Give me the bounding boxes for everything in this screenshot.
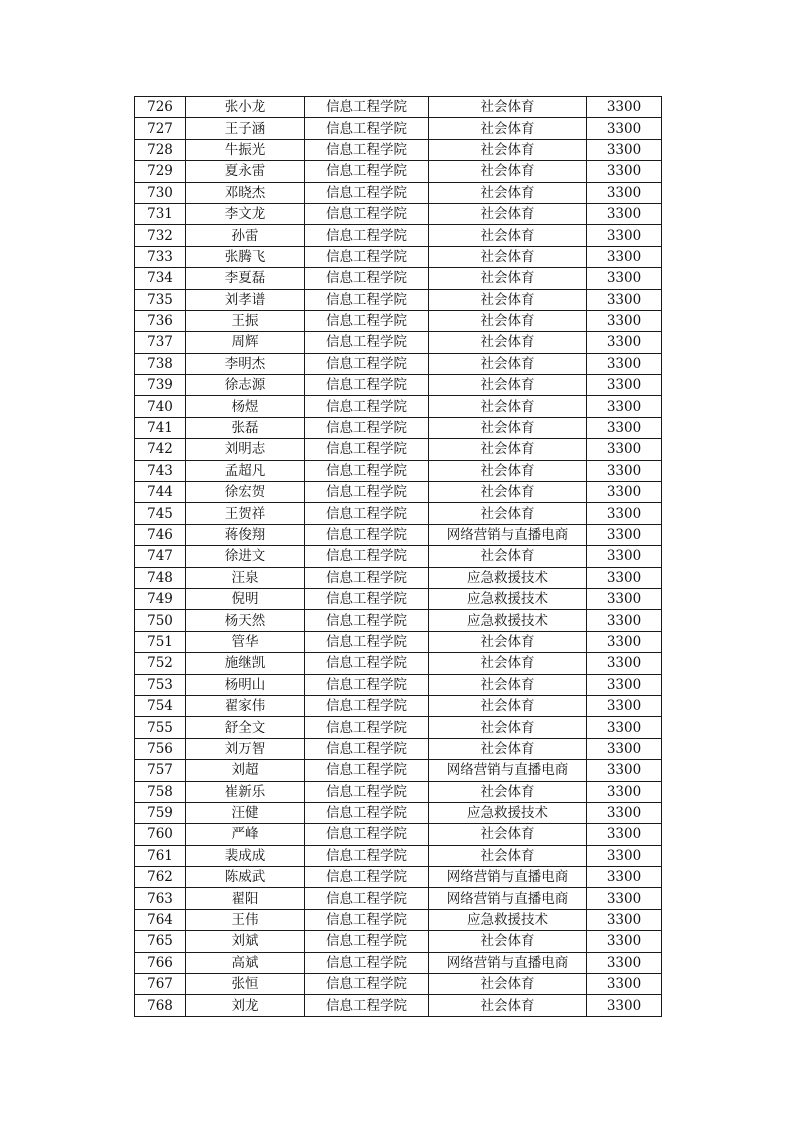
- college-cell: 信息工程学院: [305, 524, 429, 545]
- row-number-cell: 743: [135, 460, 186, 481]
- college-cell: 信息工程学院: [305, 97, 429, 118]
- amount-cell: 3300: [587, 375, 662, 396]
- college-cell: 信息工程学院: [305, 653, 429, 674]
- amount-cell: 3300: [587, 268, 662, 289]
- table-row: [135, 332, 662, 353]
- major-cell: 应急救援技术: [429, 909, 587, 930]
- student-name-cell: 翟家伟: [186, 695, 305, 716]
- major-cell: 社会体育: [429, 396, 587, 417]
- table-row: [135, 567, 662, 588]
- college-cell: 信息工程学院: [305, 631, 429, 652]
- table-row: [135, 674, 662, 695]
- major-cell: 社会体育: [429, 439, 587, 460]
- row-number-cell: 755: [135, 717, 186, 738]
- amount-cell: 3300: [587, 353, 662, 374]
- student-name-cell: 李文龙: [186, 203, 305, 224]
- table-row: [135, 225, 662, 246]
- student-name-cell: 徐志源: [186, 375, 305, 396]
- major-cell: 社会体育: [429, 289, 587, 310]
- college-cell: 信息工程学院: [305, 974, 429, 995]
- college-cell: 信息工程学院: [305, 503, 429, 524]
- table-row: [135, 717, 662, 738]
- table-row: [135, 610, 662, 631]
- college-cell: 信息工程学院: [305, 802, 429, 823]
- amount-cell: 3300: [587, 588, 662, 609]
- amount-cell: 3300: [587, 695, 662, 716]
- amount-cell: 3300: [587, 546, 662, 567]
- student-name-cell: 李明杰: [186, 353, 305, 374]
- college-cell: 信息工程学院: [305, 203, 429, 224]
- table-row: [135, 995, 662, 1016]
- table-row: [135, 695, 662, 716]
- college-cell: 信息工程学院: [305, 268, 429, 289]
- row-number-cell: 756: [135, 738, 186, 759]
- student-name-cell: 翟阳: [186, 888, 305, 909]
- major-cell: 社会体育: [429, 246, 587, 267]
- table-row: [135, 268, 662, 289]
- row-number-cell: 763: [135, 888, 186, 909]
- major-cell: 社会体育: [429, 375, 587, 396]
- table-row: [135, 289, 662, 310]
- row-number-cell: 742: [135, 439, 186, 460]
- amount-cell: 3300: [587, 845, 662, 866]
- table-row: [135, 781, 662, 802]
- amount-cell: 3300: [587, 161, 662, 182]
- student-name-cell: 陈威武: [186, 867, 305, 888]
- row-number-cell: 744: [135, 482, 186, 503]
- college-cell: 信息工程学院: [305, 332, 429, 353]
- row-number-cell: 766: [135, 952, 186, 973]
- table-row: [135, 310, 662, 331]
- student-name-cell: 夏永雷: [186, 161, 305, 182]
- amount-cell: 3300: [587, 439, 662, 460]
- table-row: [135, 760, 662, 781]
- major-cell: 社会体育: [429, 824, 587, 845]
- student-name-cell: 杨煜: [186, 396, 305, 417]
- student-name-cell: 刘龙: [186, 995, 305, 1016]
- student-name-cell: 李夏磊: [186, 268, 305, 289]
- row-number-cell: 727: [135, 118, 186, 139]
- college-cell: 信息工程学院: [305, 695, 429, 716]
- major-cell: 社会体育: [429, 931, 587, 952]
- table-row: [135, 867, 662, 888]
- major-cell: 社会体育: [429, 97, 587, 118]
- row-number-cell: 735: [135, 289, 186, 310]
- amount-cell: 3300: [587, 203, 662, 224]
- student-name-cell: 施继凯: [186, 653, 305, 674]
- major-cell: 社会体育: [429, 353, 587, 374]
- table-row: [135, 845, 662, 866]
- row-number-cell: 739: [135, 375, 186, 396]
- amount-cell: 3300: [587, 952, 662, 973]
- amount-cell: 3300: [587, 802, 662, 823]
- table-row: [135, 503, 662, 524]
- row-number-cell: 734: [135, 268, 186, 289]
- student-name-cell: 张磊: [186, 417, 305, 438]
- row-number-cell: 745: [135, 503, 186, 524]
- row-number-cell: 746: [135, 524, 186, 545]
- college-cell: 信息工程学院: [305, 760, 429, 781]
- amount-cell: 3300: [587, 631, 662, 652]
- major-cell: 社会体育: [429, 674, 587, 695]
- table-row: [135, 588, 662, 609]
- amount-cell: 3300: [587, 760, 662, 781]
- college-cell: 信息工程学院: [305, 139, 429, 160]
- major-cell: 社会体育: [429, 310, 587, 331]
- student-name-cell: 周辉: [186, 332, 305, 353]
- college-cell: 信息工程学院: [305, 118, 429, 139]
- amount-cell: 3300: [587, 417, 662, 438]
- major-cell: 社会体育: [429, 482, 587, 503]
- row-number-cell: 749: [135, 588, 186, 609]
- row-number-cell: 731: [135, 203, 186, 224]
- table-row: [135, 375, 662, 396]
- college-cell: 信息工程学院: [305, 417, 429, 438]
- student-name-cell: 刘孝谱: [186, 289, 305, 310]
- college-cell: 信息工程学院: [305, 353, 429, 374]
- major-cell: 社会体育: [429, 460, 587, 481]
- roster-table: [134, 96, 662, 1017]
- amount-cell: 3300: [587, 118, 662, 139]
- student-name-cell: 邓晓杰: [186, 182, 305, 203]
- amount-cell: 3300: [587, 781, 662, 802]
- amount-cell: 3300: [587, 503, 662, 524]
- major-cell: 社会体育: [429, 845, 587, 866]
- college-cell: 信息工程学院: [305, 909, 429, 930]
- major-cell: 社会体育: [429, 995, 587, 1016]
- student-name-cell: 刘万智: [186, 738, 305, 759]
- student-name-cell: 刘超: [186, 760, 305, 781]
- college-cell: 信息工程学院: [305, 396, 429, 417]
- major-cell: 网络营销与直播电商: [429, 867, 587, 888]
- amount-cell: 3300: [587, 524, 662, 545]
- row-number-cell: 750: [135, 610, 186, 631]
- table-row: [135, 139, 662, 160]
- row-number-cell: 764: [135, 909, 186, 930]
- table-row: [135, 824, 662, 845]
- student-name-cell: 王伟: [186, 909, 305, 930]
- table-row: [135, 417, 662, 438]
- major-cell: 社会体育: [429, 653, 587, 674]
- major-cell: 社会体育: [429, 974, 587, 995]
- major-cell: 社会体育: [429, 332, 587, 353]
- student-name-cell: 刘斌: [186, 931, 305, 952]
- row-number-cell: 767: [135, 974, 186, 995]
- student-name-cell: 徐进文: [186, 546, 305, 567]
- row-number-cell: 751: [135, 631, 186, 652]
- college-cell: 信息工程学院: [305, 567, 429, 588]
- college-cell: 信息工程学院: [305, 610, 429, 631]
- major-cell: 社会体育: [429, 118, 587, 139]
- amount-cell: 3300: [587, 396, 662, 417]
- student-name-cell: 王贺祥: [186, 503, 305, 524]
- college-cell: 信息工程学院: [305, 867, 429, 888]
- college-cell: 信息工程学院: [305, 460, 429, 481]
- table-row: [135, 246, 662, 267]
- major-cell: 社会体育: [429, 417, 587, 438]
- student-name-cell: 张恒: [186, 974, 305, 995]
- row-number-cell: 733: [135, 246, 186, 267]
- amount-cell: 3300: [587, 674, 662, 695]
- college-cell: 信息工程学院: [305, 674, 429, 695]
- major-cell: 社会体育: [429, 503, 587, 524]
- major-cell: 社会体育: [429, 161, 587, 182]
- amount-cell: 3300: [587, 567, 662, 588]
- amount-cell: 3300: [587, 97, 662, 118]
- amount-cell: 3300: [587, 246, 662, 267]
- major-cell: 网络营销与直播电商: [429, 952, 587, 973]
- major-cell: 社会体育: [429, 546, 587, 567]
- row-number-cell: 747: [135, 546, 186, 567]
- table-row: [135, 653, 662, 674]
- table-row: [135, 952, 662, 973]
- student-name-cell: 管华: [186, 631, 305, 652]
- student-name-cell: 倪明: [186, 588, 305, 609]
- amount-cell: 3300: [587, 482, 662, 503]
- student-name-cell: 王子涵: [186, 118, 305, 139]
- table-row: [135, 460, 662, 481]
- major-cell: 社会体育: [429, 781, 587, 802]
- college-cell: 信息工程学院: [305, 952, 429, 973]
- row-number-cell: 765: [135, 931, 186, 952]
- student-name-cell: 汪泉: [186, 567, 305, 588]
- table-row: [135, 546, 662, 567]
- amount-cell: 3300: [587, 824, 662, 845]
- college-cell: 信息工程学院: [305, 246, 429, 267]
- table-row: [135, 161, 662, 182]
- student-name-cell: 孟超凡: [186, 460, 305, 481]
- major-cell: 社会体育: [429, 738, 587, 759]
- amount-cell: 3300: [587, 738, 662, 759]
- amount-cell: 3300: [587, 289, 662, 310]
- student-name-cell: 张腾飞: [186, 246, 305, 267]
- college-cell: 信息工程学院: [305, 824, 429, 845]
- college-cell: 信息工程学院: [305, 182, 429, 203]
- student-name-cell: 徐宏贺: [186, 482, 305, 503]
- major-cell: 社会体育: [429, 225, 587, 246]
- row-number-cell: 728: [135, 139, 186, 160]
- table-row: [135, 888, 662, 909]
- row-number-cell: 737: [135, 332, 186, 353]
- college-cell: 信息工程学院: [305, 310, 429, 331]
- table-row: [135, 738, 662, 759]
- table-row: [135, 482, 662, 503]
- amount-cell: 3300: [587, 717, 662, 738]
- major-cell: 网络营销与直播电商: [429, 888, 587, 909]
- table-row: [135, 353, 662, 374]
- row-number-cell: 729: [135, 161, 186, 182]
- row-number-cell: 761: [135, 845, 186, 866]
- college-cell: 信息工程学院: [305, 439, 429, 460]
- amount-cell: 3300: [587, 995, 662, 1016]
- roster-table-body: [135, 97, 662, 1017]
- major-cell: 社会体育: [429, 631, 587, 652]
- table-row: [135, 909, 662, 930]
- row-number-cell: 757: [135, 760, 186, 781]
- college-cell: 信息工程学院: [305, 546, 429, 567]
- college-cell: 信息工程学院: [305, 738, 429, 759]
- row-number-cell: 754: [135, 695, 186, 716]
- college-cell: 信息工程学院: [305, 888, 429, 909]
- row-number-cell: 730: [135, 182, 186, 203]
- major-cell: 社会体育: [429, 695, 587, 716]
- amount-cell: 3300: [587, 931, 662, 952]
- college-cell: 信息工程学院: [305, 161, 429, 182]
- row-number-cell: 760: [135, 824, 186, 845]
- table-row: [135, 524, 662, 545]
- college-cell: 信息工程学院: [305, 482, 429, 503]
- college-cell: 信息工程学院: [305, 781, 429, 802]
- row-number-cell: 736: [135, 310, 186, 331]
- student-name-cell: 裴成成: [186, 845, 305, 866]
- amount-cell: 3300: [587, 139, 662, 160]
- row-number-cell: 726: [135, 97, 186, 118]
- student-name-cell: 崔新乐: [186, 781, 305, 802]
- student-name-cell: 杨天然: [186, 610, 305, 631]
- major-cell: 网络营销与直播电商: [429, 760, 587, 781]
- row-number-cell: 752: [135, 653, 186, 674]
- major-cell: 社会体育: [429, 203, 587, 224]
- amount-cell: 3300: [587, 888, 662, 909]
- row-number-cell: 738: [135, 353, 186, 374]
- amount-cell: 3300: [587, 610, 662, 631]
- row-number-cell: 748: [135, 567, 186, 588]
- table-row: [135, 802, 662, 823]
- major-cell: 应急救援技术: [429, 610, 587, 631]
- table-row: [135, 203, 662, 224]
- amount-cell: 3300: [587, 653, 662, 674]
- amount-cell: 3300: [587, 332, 662, 353]
- major-cell: 社会体育: [429, 717, 587, 738]
- row-number-cell: 732: [135, 225, 186, 246]
- student-name-cell: 汪健: [186, 802, 305, 823]
- table-row: [135, 182, 662, 203]
- student-name-cell: 高斌: [186, 952, 305, 973]
- row-number-cell: 762: [135, 867, 186, 888]
- row-number-cell: 768: [135, 995, 186, 1016]
- major-cell: 应急救援技术: [429, 567, 587, 588]
- major-cell: 应急救援技术: [429, 588, 587, 609]
- table-row: [135, 97, 662, 118]
- major-cell: 社会体育: [429, 182, 587, 203]
- row-number-cell: 759: [135, 802, 186, 823]
- college-cell: 信息工程学院: [305, 845, 429, 866]
- student-name-cell: 杨明山: [186, 674, 305, 695]
- amount-cell: 3300: [587, 182, 662, 203]
- amount-cell: 3300: [587, 225, 662, 246]
- student-name-cell: 王振: [186, 310, 305, 331]
- college-cell: 信息工程学院: [305, 588, 429, 609]
- student-name-cell: 孙雷: [186, 225, 305, 246]
- student-name-cell: 张小龙: [186, 97, 305, 118]
- amount-cell: 3300: [587, 867, 662, 888]
- student-name-cell: 舒全文: [186, 717, 305, 738]
- college-cell: 信息工程学院: [305, 289, 429, 310]
- amount-cell: 3300: [587, 460, 662, 481]
- table-row: [135, 631, 662, 652]
- major-cell: 社会体育: [429, 268, 587, 289]
- student-name-cell: 牛振光: [186, 139, 305, 160]
- college-cell: 信息工程学院: [305, 931, 429, 952]
- student-name-cell: 蒋俊翔: [186, 524, 305, 545]
- table-row: [135, 396, 662, 417]
- college-cell: 信息工程学院: [305, 375, 429, 396]
- table-row: [135, 974, 662, 995]
- major-cell: 社会体育: [429, 139, 587, 160]
- row-number-cell: 740: [135, 396, 186, 417]
- major-cell: 应急救援技术: [429, 802, 587, 823]
- amount-cell: 3300: [587, 974, 662, 995]
- college-cell: 信息工程学院: [305, 717, 429, 738]
- row-number-cell: 753: [135, 674, 186, 695]
- college-cell: 信息工程学院: [305, 225, 429, 246]
- student-name-cell: 严峰: [186, 824, 305, 845]
- table-row: [135, 118, 662, 139]
- amount-cell: 3300: [587, 909, 662, 930]
- college-cell: 信息工程学院: [305, 995, 429, 1016]
- row-number-cell: 741: [135, 417, 186, 438]
- amount-cell: 3300: [587, 310, 662, 331]
- table-row: [135, 439, 662, 460]
- student-name-cell: 刘明志: [186, 439, 305, 460]
- major-cell: 网络营销与直播电商: [429, 524, 587, 545]
- table-row: [135, 931, 662, 952]
- row-number-cell: 758: [135, 781, 186, 802]
